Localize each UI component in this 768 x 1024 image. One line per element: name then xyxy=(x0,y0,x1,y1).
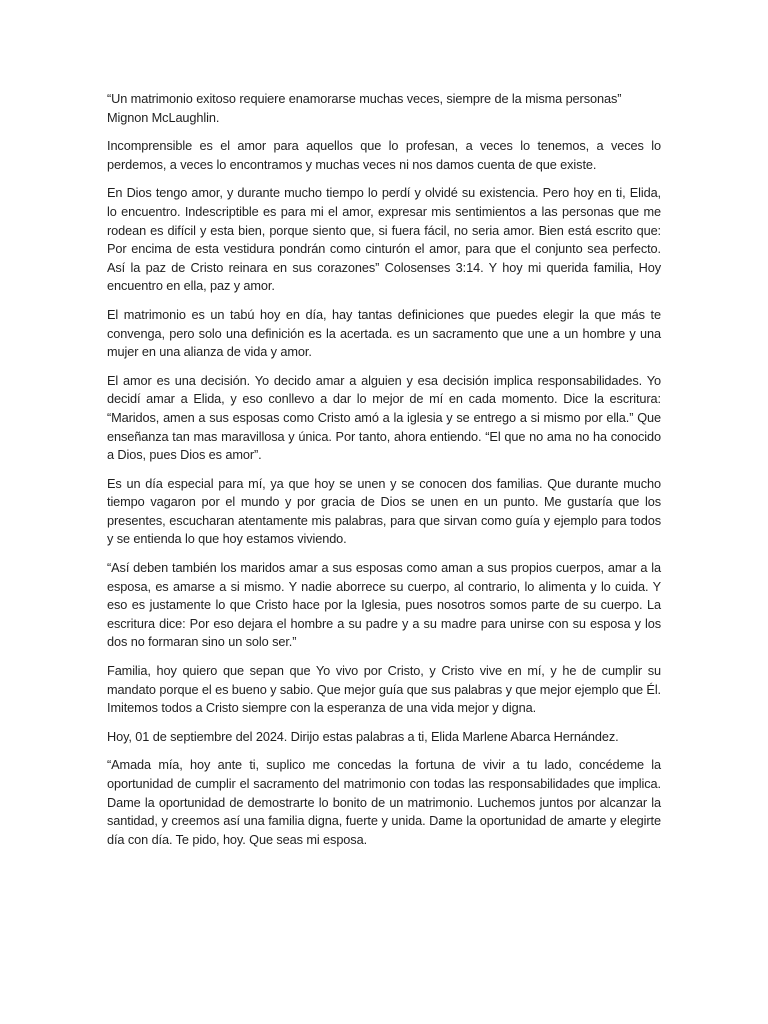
paragraph-special-day: Es un día especial para mí, ya que hoy se unen y se conocen dos familias. Que durante mucho tiempo vagaron por el mundo y por gracia de Dios se unen en un punto. Me gustaría que los presentes, escucharan atentamente mis palabras, para que sirvan como guía y ejemplo para todos y se entienda lo que hoy estamos viviendo. xyxy=(107,475,661,547)
paragraph-god-love: En Dios tengo amor, y durante mucho tiempo lo perdí y olvidé su existencia. Pero hoy en ti, Elida, lo encuentro. Indescriptible es para mi el amor, expresar mis sentimientos a las personas que me rodean es difícil y esta bien, porque siento que, si fuera fácil, no seria amor. Bien está escrito que: Por encima de esta vestidura pondrán como cinturón el amor, para que el conjunto sea perfecto. Así la paz de Cristo reinara en sus corazones” Colosenses 3:14. Y hoy mi querida familia, Hoy encuentro en ella, paz y amor. xyxy=(107,185,661,294)
paragraph-opening-quote: “Un matrimonio exitoso requiere enamorarse muchas veces, siempre de la misma personas” Mignon McLaughlin. xyxy=(107,91,622,125)
document-body xyxy=(107,90,661,859)
paragraph-love-decision: El amor es una decisión. Yo decido amar a alguien y esa decisión implica responsabilidades. Yo decidí amar a Elida, y eso conllevo a dar lo mejor de mí en cada momento. Dice la escritura: “Maridos, amen a sus esposas como Cristo amó a la iglesia y se entrego a si mismo por ella.” Que enseñanza tan mas maravillosa y única. Por tanto, ahora entiendo. “El que no ama no ha conocido a Dios, pues Dios es amor”. xyxy=(107,372,661,463)
paragraph-family-christ: Familia, hoy quiero que sepan que Yo vivo por Cristo, y Cristo vive en mí, y he de cumplir su mandato porque el es bueno y sabio. Que mejor guía que sus palabras y que mejor ejemplo que Él. Imitemos todos a Cristo siempre con la esperanza de una vida mejor y digna. xyxy=(107,663,661,716)
paragraph-marriage-taboo: El matrimonio es un tabú hoy en día, hay tantas definiciones que puedes elegir la que más te convenga, pero solo una definición es la acertada. es un sacramento que une a un hombre y una mujer en una alianza de vida y amor. xyxy=(107,306,661,360)
paragraph-date-dedication: Hoy, 01 de septiembre del 2024. Dirijo estas palabras a ti, Elida Marlene Abarca Hernández. xyxy=(107,728,619,744)
paragraph-love-incomprehensible: Incomprensible es el amor para aquellos que lo profesan, a veces lo tenemos, a veces lo perdemos, a veces lo encontramos y muchas veces ni nos damos cuenta de que existe. xyxy=(107,138,661,172)
paragraph-proposal: “Amada mía, hoy ante ti, suplico me concedas la fortuna de vivir a tu lado, concédeme la oportunidad de cumplir el sacramento del matrimonio con todas las responsabilidades que implica. Dame la oportunidad de demostrarte lo bonito de un matrimonio. Luchemos juntos por alcanzar la santidad, y creemos así una familia digna, fuerte y unida. Dame la oportunidad de amarte y elegirte día con día. Te pido, hoy. Que seas mi esposa. xyxy=(107,757,661,847)
paragraph-scripture-husbands: “Así deben también los maridos amar a sus esposas como aman a sus propios cuerpos, amar a la esposa, es amarse a si mismo. Y nadie aborrece su cuerpo, al contrario, lo alimenta y lo cuida. Y eso es justamente lo que Cristo hace por la Iglesia, pues nosotros somos parte de su cuerpo. La escritura dice: Por eso dejara el hombre a su padre y a su madre para unirse con su esposa y los dos no formaran sino un solo ser.” xyxy=(107,560,661,650)
